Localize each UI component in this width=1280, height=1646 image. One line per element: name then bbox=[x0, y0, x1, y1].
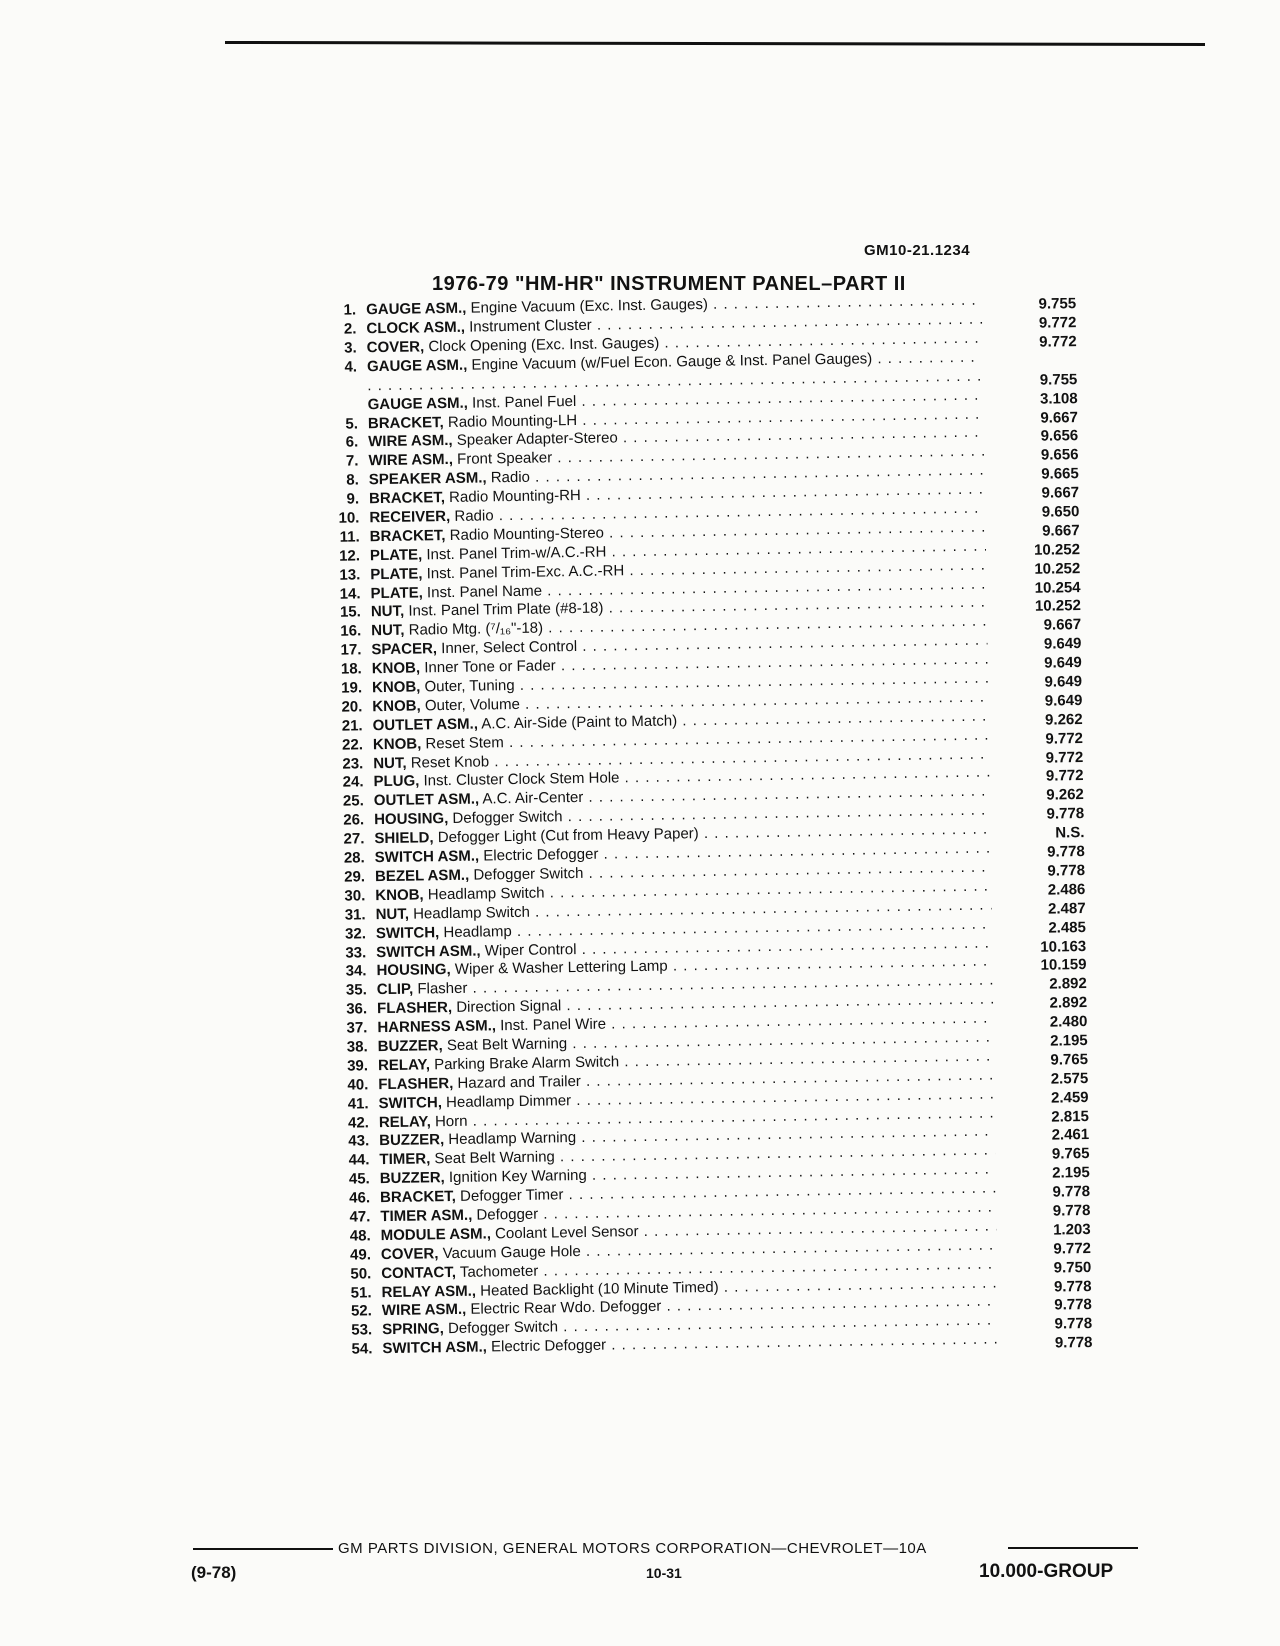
item-group-number: 9.262 bbox=[1044, 710, 1083, 729]
item-part-name: SHIELD, bbox=[374, 829, 434, 848]
item-number: 29. bbox=[344, 868, 366, 886]
item-part-detail: Headlamp Dimmer bbox=[445, 1091, 572, 1111]
item-group-number: 10.252 bbox=[1034, 597, 1082, 616]
item-part-detail: Radio bbox=[490, 468, 531, 487]
item-part-name: HARNESS ASM., bbox=[377, 1017, 497, 1037]
item-part-detail: Vacuum Gauge Hole bbox=[442, 1242, 581, 1262]
item-group-number: 9.656 bbox=[1040, 427, 1079, 446]
item-part-name: GAUGE ASM., bbox=[367, 394, 469, 413]
item-group-number: 9.778 bbox=[1054, 1315, 1093, 1333]
item-group-number: 10.163 bbox=[1040, 937, 1087, 956]
item-part-name: BUZZER, bbox=[377, 1037, 443, 1056]
item-part-detail: Seat Belt Warning bbox=[446, 1035, 568, 1055]
item-group-number: 2.892 bbox=[1049, 994, 1088, 1012]
item-number: 36. bbox=[346, 1000, 368, 1018]
item-number: 13. bbox=[339, 566, 361, 584]
item-part-detail: Wiper Control bbox=[484, 940, 577, 959]
item-part-detail: Headlamp Switch bbox=[427, 884, 545, 904]
item-part-detail: Radio Mounting-Stereo bbox=[449, 524, 605, 544]
item-part-name: OUTLET ASM., bbox=[372, 715, 479, 735]
item-part-detail: Electric Defogger bbox=[490, 1336, 607, 1356]
item-part-detail: Headlamp bbox=[443, 922, 512, 941]
item-group-number: N.S. bbox=[1055, 824, 1085, 842]
item-part-name: FLASHER, bbox=[376, 999, 453, 1018]
item-group-number: 9.772 bbox=[1045, 748, 1084, 767]
item-group-number: 1.203 bbox=[1052, 1220, 1091, 1239]
item-part-detail: Inst. Panel Fuel bbox=[471, 392, 577, 412]
item-number: 10. bbox=[338, 509, 360, 527]
item-part-detail: Instrument Cluster bbox=[469, 316, 592, 336]
item-group-number: 9.665 bbox=[1041, 465, 1079, 483]
item-number: 34. bbox=[345, 962, 367, 981]
item-part-name: WIRE ASM., bbox=[381, 1301, 467, 1320]
item-group-number: 2.892 bbox=[1049, 975, 1087, 993]
item-part-detail: Wiper & Washer Lettering Lamp bbox=[454, 957, 668, 979]
item-part-name: OUTLET ASM., bbox=[373, 790, 480, 810]
item-part-detail: Defogger Switch bbox=[473, 864, 584, 884]
item-part-name: HOUSING, bbox=[376, 961, 451, 980]
item-part-detail: Hazard and Trailer bbox=[457, 1072, 581, 1092]
item-group-number: 9.667 bbox=[1040, 408, 1079, 427]
item-group-number: 9.772 bbox=[1039, 332, 1077, 351]
item-group-number: 2.480 bbox=[1049, 1013, 1088, 1031]
item-part-name: HOUSING, bbox=[374, 810, 449, 829]
item-part-name: KNOB, bbox=[372, 697, 421, 716]
item-group-number: 9.772 bbox=[1045, 767, 1084, 786]
item-group-number: 9.772 bbox=[1038, 313, 1077, 332]
item-part-name: SWITCH, bbox=[378, 1093, 443, 1112]
item-group-number: 9.755 bbox=[1038, 295, 1077, 313]
item-group-number: 9.667 bbox=[1042, 521, 1080, 540]
item-part-detail: Electric Defogger bbox=[483, 845, 599, 865]
item-part-detail: Defogger Switch bbox=[447, 1318, 559, 1338]
item-number bbox=[319, 396, 357, 397]
item-part-name: NUT, bbox=[375, 905, 410, 923]
item-number: 8. bbox=[346, 471, 359, 489]
item-number: 46. bbox=[349, 1189, 371, 1207]
item-part-name: CLIP, bbox=[376, 980, 414, 999]
item-number: 42. bbox=[347, 1113, 370, 1132]
item-number: 53. bbox=[351, 1321, 373, 1339]
item-group-number: 9.765 bbox=[1051, 1145, 1090, 1163]
item-part-name: BUZZER, bbox=[379, 1169, 445, 1188]
item-number: 20. bbox=[341, 698, 363, 716]
footer-group: 10.000-GROUP bbox=[979, 1561, 1114, 1582]
item-part-detail: Defogger Switch bbox=[452, 808, 563, 828]
item-number: 47. bbox=[349, 1208, 371, 1226]
item-part-name: TIMER, bbox=[379, 1150, 431, 1169]
item-number: 19. bbox=[341, 679, 363, 697]
item-part-detail: Engine Vacuum (w/Fuel Econ. Gauge & Inst. Panel Gauges) bbox=[471, 349, 873, 374]
item-part-name: BRACKET, bbox=[369, 526, 446, 546]
item-part-name: BRACKET, bbox=[379, 1188, 457, 1207]
item-part-name: GAUGE ASM., bbox=[366, 356, 468, 375]
item-group-number: 9.649 bbox=[1043, 635, 1082, 653]
item-part-detail: Inst. Cluster Clock Stem Hole bbox=[423, 769, 620, 790]
item-number: 17. bbox=[340, 641, 362, 659]
item-part-name: BRACKET, bbox=[367, 413, 444, 432]
item-group-number: 9.656 bbox=[1040, 446, 1079, 465]
item-part-detail: Direction Signal bbox=[456, 997, 562, 1017]
item-part-detail: Reset Stem bbox=[425, 733, 504, 753]
item-number: 27. bbox=[343, 830, 365, 848]
item-part-detail: Electric Rear Wdo. Defogger bbox=[470, 1298, 662, 1319]
item-part-detail: A.C. Air-Center bbox=[482, 789, 584, 808]
item-part-detail: Inst. Panel Trim-w/A.C.-RH bbox=[426, 543, 607, 564]
item-number: 39. bbox=[347, 1057, 369, 1075]
item-part-detail: Defogger bbox=[476, 1205, 539, 1224]
item-number: 30. bbox=[344, 887, 366, 905]
item-number: 2. bbox=[343, 320, 357, 338]
item-part-name: BRACKET, bbox=[368, 489, 446, 508]
item-part-name: PLATE, bbox=[370, 583, 423, 602]
item-group-number: 9.778 bbox=[1052, 1183, 1091, 1201]
item-number: 41. bbox=[347, 1094, 369, 1113]
item-part-detail: Radio Mounting-RH bbox=[448, 487, 581, 507]
item-part-name: KNOB, bbox=[371, 678, 421, 697]
item-number: 24. bbox=[342, 773, 364, 792]
item-part-detail: Radio bbox=[454, 507, 494, 525]
item-part-name: RELAY, bbox=[377, 1056, 431, 1074]
item-part-name: WIRE ASM., bbox=[368, 432, 453, 451]
item-part-detail: A.C. Air-Side (Paint to Match) bbox=[481, 712, 678, 733]
item-group-number: 9.667 bbox=[1043, 616, 1082, 635]
item-group-number: 9.667 bbox=[1041, 484, 1080, 502]
item-part-detail: Defogger Timer bbox=[459, 1186, 564, 1205]
item-number: 26. bbox=[343, 811, 365, 829]
item-part-name: SPACER, bbox=[371, 640, 438, 659]
item-part-name: MODULE ASM., bbox=[380, 1225, 492, 1244]
item-group-number: 3.108 bbox=[1039, 389, 1078, 408]
item-group-number: 9.262 bbox=[1046, 786, 1084, 804]
item-part-name: SPRING, bbox=[382, 1320, 444, 1339]
item-group-number: 9.778 bbox=[1046, 805, 1085, 823]
footer-rule-left bbox=[193, 1548, 333, 1550]
item-part-detail: Reset Knob bbox=[410, 752, 490, 772]
item-part-detail: Inner Tone or Fader bbox=[424, 657, 556, 677]
item-group-number: 2.487 bbox=[1047, 899, 1086, 918]
item-group-number: 9.778 bbox=[1047, 843, 1085, 861]
item-number: 38. bbox=[346, 1038, 368, 1056]
item-part-detail: Horn bbox=[434, 1112, 468, 1130]
item-group-number: 9.772 bbox=[1053, 1239, 1092, 1258]
top-rule bbox=[225, 41, 1205, 46]
item-part-name: FLASHER, bbox=[378, 1074, 454, 1093]
item-part-detail: Inst. Panel Name bbox=[426, 582, 543, 601]
item-part-name: NUT, bbox=[371, 622, 405, 640]
item-group-number: 2.486 bbox=[1047, 880, 1086, 899]
item-part-name: SWITCH ASM., bbox=[376, 942, 481, 961]
item-part-detail: Radio Mtg. (⁷/₁₆"-18) bbox=[408, 619, 544, 639]
item-part-detail: Speaker Adapter-Stereo bbox=[456, 429, 618, 450]
item-number: 25. bbox=[342, 792, 364, 811]
item-part-detail: Inst. Panel Trim-Exc. A.C.-RH bbox=[426, 561, 625, 583]
parts-list bbox=[318, 290, 1095, 1360]
item-group-number: 9.765 bbox=[1050, 1050, 1089, 1069]
item-part-name: TIMER ASM., bbox=[380, 1206, 473, 1226]
item-part-detail: Outer, Volume bbox=[424, 695, 521, 715]
item-group-number: 9.778 bbox=[1054, 1296, 1092, 1314]
item-part-name: PLUG, bbox=[373, 772, 420, 791]
item-part-name: SWITCH, bbox=[375, 923, 440, 942]
item-part-name: NUT, bbox=[370, 603, 405, 621]
item-part-name: SWITCH ASM., bbox=[382, 1338, 488, 1358]
item-group-number: 9.649 bbox=[1044, 691, 1083, 710]
item-part-detail: Clock Opening (Exc. Inst. Gauges) bbox=[428, 334, 660, 356]
item-part-detail: Inst. Panel Trim Plate (#8-18) bbox=[408, 600, 604, 621]
item-part-detail: Front Speaker bbox=[456, 449, 553, 469]
item-number: 21. bbox=[341, 717, 363, 735]
item-group-number: 10.252 bbox=[1033, 540, 1081, 559]
item-group-number: 9.649 bbox=[1044, 673, 1083, 691]
item-number: 18. bbox=[340, 660, 362, 678]
item-part-detail: Inst. Panel Wire bbox=[500, 1015, 607, 1035]
item-number: 15. bbox=[339, 603, 362, 622]
item-part-name: SPEAKER ASM., bbox=[368, 469, 487, 489]
item-group-number: 9.650 bbox=[1041, 503, 1080, 521]
item-group-number: 2.195 bbox=[1052, 1164, 1090, 1182]
item-group-number: 2.815 bbox=[1051, 1107, 1090, 1126]
item-number: 1. bbox=[343, 301, 357, 319]
item-group-number: 2.575 bbox=[1050, 1069, 1089, 1088]
item-group-number: 9.755 bbox=[1039, 370, 1078, 389]
item-number: 54. bbox=[351, 1340, 373, 1358]
item-number: 40. bbox=[347, 1076, 369, 1094]
footer-rule-right bbox=[1008, 1547, 1138, 1549]
item-part-name: RELAY ASM., bbox=[381, 1282, 477, 1301]
item-part-name: KNOB, bbox=[375, 886, 424, 904]
item-number: 35. bbox=[345, 981, 367, 999]
item-part-name: PLATE, bbox=[369, 546, 423, 565]
item-number: 28. bbox=[343, 849, 365, 867]
item-part-name: BUZZER, bbox=[379, 1131, 445, 1150]
item-part-detail: Tachometer bbox=[459, 1262, 539, 1281]
footer-publisher: GM PARTS DIVISION, GENERAL MOTORS CORPORATION—CHEVROLET—10A bbox=[338, 1540, 927, 1557]
item-part-name: WIRE ASM., bbox=[368, 451, 454, 470]
item-part-name: COVER, bbox=[380, 1244, 439, 1263]
item-number: 45. bbox=[348, 1170, 370, 1188]
item-group-number: 2.461 bbox=[1051, 1126, 1090, 1144]
item-number: 44. bbox=[348, 1151, 370, 1169]
item-part-detail: Parking Brake Alarm Switch bbox=[434, 1053, 620, 1074]
item-group-number: 2.459 bbox=[1050, 1088, 1089, 1107]
item-part-name: CONTACT, bbox=[381, 1263, 457, 1282]
item-part-name: SWITCH ASM., bbox=[374, 847, 480, 867]
item-group-number: 9.778 bbox=[1054, 1334, 1093, 1352]
item-group-number: 9.778 bbox=[1047, 861, 1086, 880]
item-part-name: BEZEL ASM., bbox=[374, 866, 470, 886]
item-number: 31. bbox=[344, 906, 366, 924]
catalog-code: GM10-21.1234 bbox=[864, 242, 971, 259]
item-part-detail: Radio Mounting-LH bbox=[447, 411, 578, 431]
item-group-number: 9.772 bbox=[1045, 729, 1084, 748]
item-part-detail: Outer, Tuning bbox=[424, 676, 515, 696]
page-title: 1976-79 "HM-HR" INSTRUMENT PANEL–PART II bbox=[432, 273, 906, 295]
item-part-name: CLOCK ASM., bbox=[366, 318, 466, 338]
item-part-name: KNOB, bbox=[372, 735, 422, 753]
item-group-number: 10.252 bbox=[1034, 559, 1081, 578]
item-number: 43. bbox=[348, 1132, 370, 1151]
item-number: 33. bbox=[345, 943, 367, 962]
item-part-detail: Flasher bbox=[417, 980, 468, 998]
item-number: 12. bbox=[338, 547, 361, 565]
item-part-name: PLATE, bbox=[370, 565, 423, 583]
item-part-detail: Heated Backlight (10 Minute Timed) bbox=[480, 1278, 719, 1300]
item-part-name: NUT, bbox=[373, 754, 407, 772]
item-part-detail: Headlamp Switch bbox=[413, 903, 530, 923]
item-part-detail: Engine Vacuum (Exc. Inst. Gauges) bbox=[470, 295, 709, 317]
item-part-detail: Headlamp Warning bbox=[448, 1129, 577, 1149]
item-number: 5. bbox=[345, 414, 359, 433]
item-number: 23. bbox=[342, 754, 364, 773]
item-number: 14. bbox=[339, 584, 361, 603]
item-number: 3. bbox=[344, 339, 357, 357]
item-part-detail: Defogger Light (Cut from Heavy Paper) bbox=[437, 825, 699, 847]
item-part-name: RELAY, bbox=[378, 1112, 431, 1131]
item-number: 51. bbox=[350, 1283, 372, 1302]
item-number: 22. bbox=[341, 736, 364, 754]
item-group-number: 10.254 bbox=[1034, 578, 1081, 597]
item-group-number: 2.485 bbox=[1048, 918, 1087, 937]
item-number: 52. bbox=[350, 1302, 372, 1321]
item-group-number: 9.750 bbox=[1053, 1258, 1092, 1277]
item-part-name: RECEIVER, bbox=[369, 507, 451, 527]
item-number: 9. bbox=[346, 490, 360, 508]
item-group-number: 9.778 bbox=[1052, 1201, 1091, 1220]
item-part-detail: Seat Belt Warning bbox=[434, 1148, 555, 1168]
item-part-detail: Inner, Select Control bbox=[441, 638, 578, 658]
item-part-name: GAUGE ASM., bbox=[365, 299, 467, 319]
footer-date: (9-78) bbox=[191, 1563, 237, 1582]
item-group-number: 10.159 bbox=[1040, 956, 1087, 975]
item-number: 32. bbox=[344, 924, 367, 943]
item-part-name: COVER, bbox=[366, 338, 425, 357]
item-part-name: KNOB, bbox=[371, 659, 421, 678]
item-number: 48. bbox=[349, 1227, 371, 1245]
item-group-number: 9.649 bbox=[1044, 654, 1082, 672]
item-group-number: 9.778 bbox=[1053, 1277, 1092, 1296]
item-number: 50. bbox=[350, 1264, 372, 1283]
item-number: 4. bbox=[344, 358, 358, 376]
item-number: 6. bbox=[345, 433, 359, 452]
item-number: 37. bbox=[346, 1019, 368, 1037]
item-number: 11. bbox=[339, 528, 360, 546]
item-number: 49. bbox=[349, 1246, 372, 1264]
item-part-detail: Ignition Key Warning bbox=[448, 1167, 587, 1187]
item-part-detail: Coolant Level Sensor bbox=[494, 1222, 639, 1243]
item-number: 16. bbox=[340, 622, 362, 641]
item-number: 7. bbox=[345, 452, 359, 470]
item-group-number: 2.195 bbox=[1050, 1031, 1088, 1050]
footer-page-number: 10-31 bbox=[646, 1565, 682, 1581]
